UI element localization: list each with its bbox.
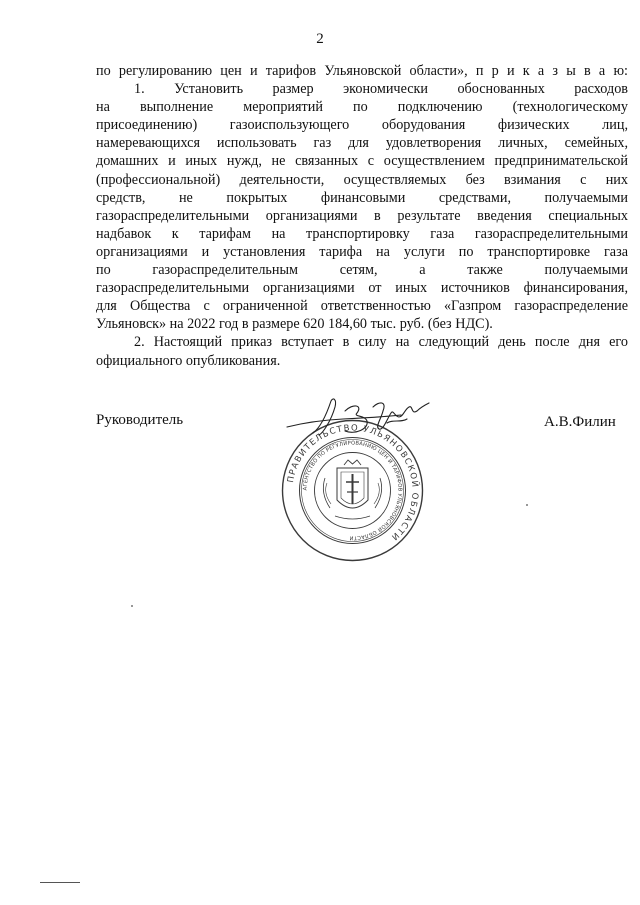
signer-title: Руководитель (96, 412, 184, 428)
footer-rule (40, 882, 80, 883)
item1-line: присоединению) газоиспользующего оборудования физических лиц, (96, 117, 628, 134)
item2-line: официального опубликования. (96, 352, 281, 369)
item1-line: организациями и установления тарифа на услуги по транспортировке газа (96, 243, 628, 260)
item1-line: газораспределительными организациями от иных источников финансирования, (96, 280, 628, 297)
item1-line: газораспределительными организациями в результате введения специальных (96, 207, 628, 224)
scan-speck (131, 605, 133, 607)
handwritten-signature (283, 393, 433, 449)
document-body (96, 62, 628, 370)
item1-line: Ульяновск» на 2022 год в размере 620 184,60 тыс. руб. (без НДС). (96, 316, 493, 333)
item1-line: для Общества с ограниченной ответственностью «Газпром газораспределение (96, 298, 628, 315)
item1-line: намеревающихся использовать газ для удовлетворения личных, семейных, (96, 135, 628, 152)
page-number: 2 (316, 31, 324, 47)
item1-line: (профессиональной) деятельности, осуществляемых без взимания с них (96, 171, 628, 188)
item1-line: средств, не покрытых финансовыми средствами, получаемыми (96, 189, 628, 206)
intro-line: по регулированию цен и тарифов Ульяновской области», п р и к а з ы в а ю: (96, 63, 628, 79)
item1-line: надбавок к тарифам на транспортировку газа газораспределительными (96, 225, 628, 242)
coat-of-arms-icon (323, 460, 381, 519)
scan-speck (526, 504, 528, 506)
item2-line: 2. Настоящий приказ вступает в силу на следующий день после дня его (134, 334, 628, 351)
seal-inner-text: АГЕНТСТВО ПО РЕГУЛИРОВАНИЮ ЦЕН И ТАРИФОВ УЛЬЯНОВСКОЙ ОБЛАСТИ (302, 440, 403, 541)
item1-line: домашних и иных нужд, не связанных с осуществлением предпринимательской (96, 153, 628, 170)
signer-name: А.В.Филин (544, 414, 616, 430)
item1-line: на выполнение мероприятий по подключению (технологическому (96, 99, 628, 116)
item1-line: 1. Установить размер экономически обоснованных расходов (134, 81, 628, 98)
item1-line: по газораспределительным сетям, а также получаемыми (96, 262, 628, 279)
seal-outer-text: ПРАВИТЕЛЬСТВО УЛЬЯНОВСКОЙ ОБЛАСТИ (285, 423, 420, 543)
